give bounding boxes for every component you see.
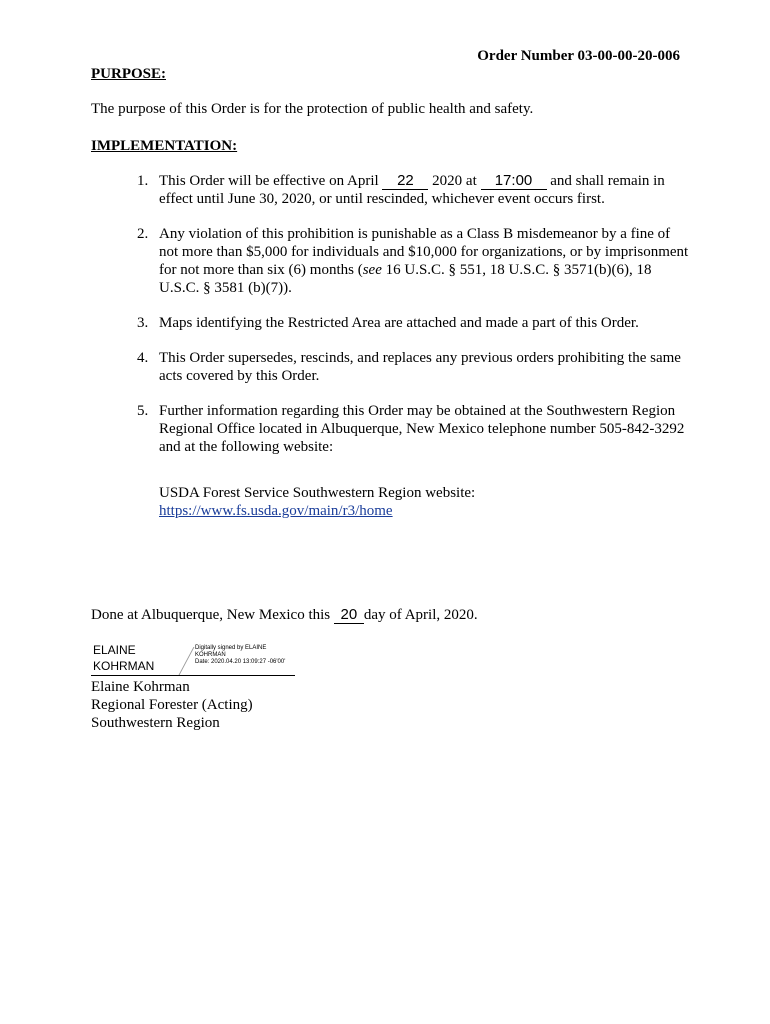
order-number: Order Number 03-00-00-20-006 [477,48,680,64]
done-day-field: 20 [334,607,364,624]
signer-region: Southwestern Region [91,715,220,731]
item1-text-mid: 2020 at [428,173,481,189]
signer-name: Elaine Kohrman [91,679,190,695]
item-number: 3. [137,315,149,331]
signature-name-line1: ELAINE [93,643,136,657]
item4-text: This Order supersedes, rescinds, and replaces any previous orders prohibiting the same acts covered by this Order. [159,350,681,384]
purpose-text: The purpose of this Order is for the protection of public health and safety. [91,101,534,117]
item-number: 2. [137,226,149,242]
list-item [91,402,691,456]
website-link[interactable]: https://www.fs.usda.gov/main/r3/home [159,503,393,519]
item3-text: Maps identifying the Restricted Area are attached and made a part of this Order. [159,315,639,331]
signature-detail-date: Date: 2020.04.20 13:09:27 -06'00' [195,659,286,665]
item1-text-start: This Order will be effective on April [159,173,383,189]
done-line [91,606,478,624]
list-item [91,225,691,297]
item2-text-start: Any violation of this prohibition is punishable as a Class B misdemeanor by a fine of not more than $5,000 for individuals and $10,000 for organizations, or by imprisonment for not more than six (6) months ( [159,226,689,278]
digital-signature[interactable] [91,641,295,676]
signer-title: Regional Forester (Acting) [91,697,253,713]
effective-time-field: 17:00 [481,173,547,190]
purpose-heading: PURPOSE: [91,66,166,82]
signature-detail-signed-by: Digitally signed by ELAINE [195,645,267,651]
item-number: 1. [137,173,149,189]
list-item [91,172,691,208]
item-number: 5. [137,403,149,419]
website-label: USDA Forest Service Southwestern Region website: [159,485,476,501]
item5-text: Further information regarding this Order may be obtained at the Southwestern Region Regional Office located in Albuquerque, New Mexico telephone number 505-842-3292 and at the following website: [159,403,685,455]
list-item [91,314,691,332]
item1-text-end: and shall remain in effect until June 30, 2020, or until rescinded, whichever event occurs first. [159,173,665,207]
signature-details [195,645,295,666]
signature-name-line2: KOHRMAN [93,659,155,673]
item2-see: see [362,262,382,278]
list-item [91,349,691,385]
effective-day-field: 22 [382,173,428,190]
implementation-list [91,172,691,473]
signer-block [91,678,253,732]
done-text-end: day of April, 2020. [363,607,478,623]
signature-detail-name: KOHRMAN [195,652,226,658]
done-text-start: Done at Albuquerque, New Mexico this [91,607,334,623]
website-block [159,484,679,520]
implementation-heading: IMPLEMENTATION: [91,138,238,154]
item2-text-end: 16 U.S.C. § 551, 18 U.S.C. § 3571(b)(6), 18 U.S.C. § 3581 (b)(7)). [159,262,652,296]
signature-divider [179,647,195,675]
signature-name [93,642,154,674]
item-number: 4. [137,350,149,366]
